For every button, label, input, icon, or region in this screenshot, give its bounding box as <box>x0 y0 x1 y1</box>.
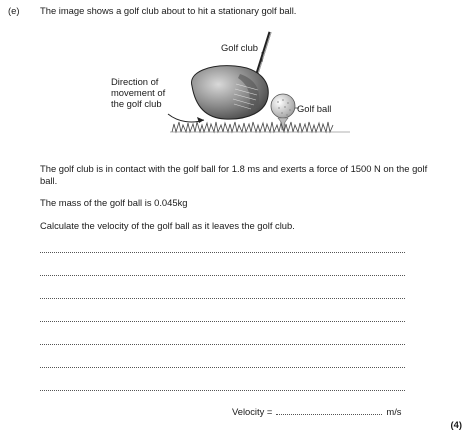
answer-line[interactable] <box>40 344 405 345</box>
instruction-paragraph: Calculate the velocity of the golf ball as it leaves the golf club. <box>40 220 295 231</box>
velocity-answer <box>232 405 402 418</box>
answer-line[interactable] <box>40 390 405 391</box>
direction-arrow <box>168 114 204 123</box>
answer-line[interactable] <box>40 367 405 368</box>
marks: (4) <box>450 419 462 430</box>
answer-line[interactable] <box>40 298 405 299</box>
direction-label-line2: movement of <box>111 87 166 98</box>
answer-line[interactable] <box>40 321 405 322</box>
mass-paragraph: The mass of the golf ball is 0.045kg <box>40 197 188 208</box>
golf-ball-label: Golf ball <box>297 103 332 114</box>
golf-club-label: Golf club <box>221 42 258 53</box>
velocity-unit: m/s <box>386 406 402 417</box>
question-intro: The image shows a golf club about to hit a stationary golf ball. <box>40 5 297 16</box>
velocity-label: Velocity = <box>232 406 273 417</box>
answer-line[interactable] <box>40 275 405 276</box>
direction-label-line1: Direction of <box>111 76 159 87</box>
question-number: (e) <box>8 5 20 16</box>
contact-time-paragraph: The golf club is in contact with the golf ball for 1.8 ms and exerts a force of 1500 N on the golf ball. <box>40 163 428 186</box>
direction-label-line3: the golf club <box>111 98 162 109</box>
answer-line[interactable] <box>40 252 405 253</box>
golf-club-head <box>192 66 269 119</box>
golf-diagram <box>100 24 360 149</box>
grass <box>170 122 350 132</box>
velocity-answer-blank[interactable] <box>276 405 382 415</box>
